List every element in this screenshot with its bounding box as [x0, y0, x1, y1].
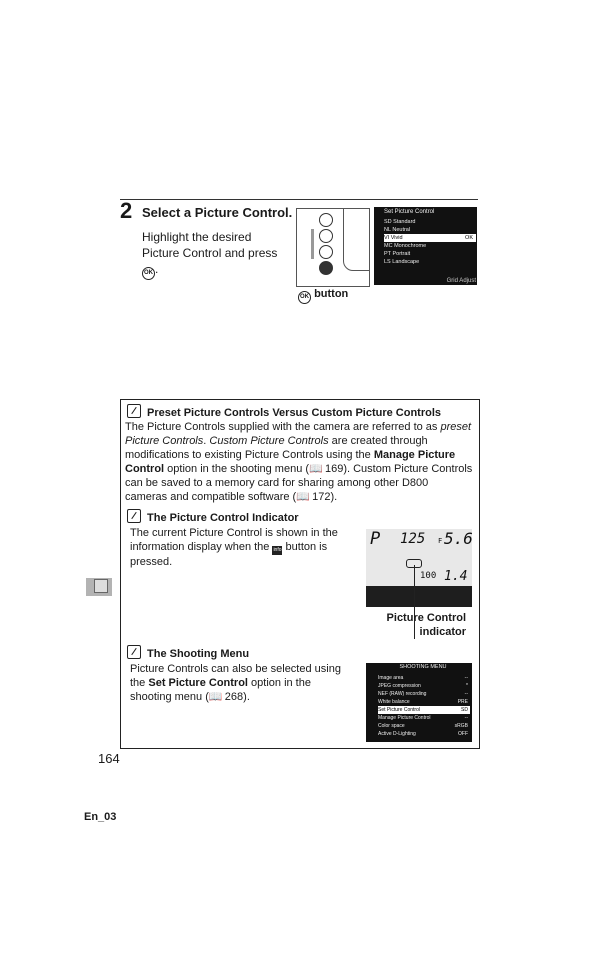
menu-item-label: Set Picture Control [378, 707, 420, 713]
lcd-item-label: Neutral [392, 227, 411, 233]
menu-item-value: PRE [457, 699, 468, 705]
menu-item [378, 674, 470, 682]
playback-button-icon [319, 213, 333, 227]
set-picture-control-screen [374, 207, 477, 285]
note3-ref: 268 [224, 691, 244, 703]
step-description: Highlight the desired Picture Control and press OK . [142, 229, 292, 280]
step-desc-line2: Picture Control and press [142, 246, 278, 260]
note1-text-b: . [203, 435, 210, 447]
ok-button-icon: OK [142, 267, 155, 280]
step-title: Select a Picture Control. [142, 205, 293, 220]
note1-text-e: ). Custom Picture Controls can be saved to a memory card for sharing among other D800 cameras and compatible software ( [125, 463, 473, 503]
menu-item-label: Color space [378, 723, 405, 729]
menu-item [378, 698, 470, 706]
menu-item-label: Active D-Lighting [378, 731, 416, 737]
ok-button-icon-illustration [319, 261, 333, 275]
menu-item-label: White balance [378, 699, 410, 705]
lcd-item-code: LS [384, 259, 391, 265]
note-pencil-icon [127, 509, 141, 523]
menu-item-label: JPEG compression [378, 683, 421, 689]
info-mode: P [370, 529, 381, 549]
note3-line3a: shooting menu ( [130, 691, 209, 703]
note-pencil-icon [127, 404, 141, 418]
menu-item-value: -- [464, 715, 468, 721]
note3-line2c: option in the [247, 677, 311, 689]
step-number: 2 [120, 198, 133, 223]
step-desc-line1: Highlight the desired [142, 230, 252, 244]
note1-em-custom: Custom Picture Controls [209, 435, 329, 447]
book-icon: 📖 [296, 491, 310, 503]
note1-text-f: ). [330, 491, 338, 503]
lcd-frame [343, 208, 370, 271]
shooting-menu-title: SHOOTING MENU [399, 664, 447, 670]
note1-text-c: are created through modifications to existing Picture Controls using the [125, 435, 428, 461]
note3-heading [127, 645, 249, 660]
note1-title: Preset Picture Controls Versus Custom Picture Controls [147, 407, 442, 419]
menu-item-value: OFF [458, 731, 468, 737]
info-aperture-prefix: F [438, 537, 443, 545]
section-rule [120, 199, 478, 200]
information-display [366, 529, 472, 607]
lcd-item [384, 218, 476, 226]
info-aperture: 5.6 [444, 529, 473, 548]
lcd-item [384, 242, 476, 250]
page-number: 164 [98, 751, 120, 766]
lcd-item-code: NL [384, 227, 391, 233]
lcd-item-label: Landscape [392, 259, 420, 265]
page-footer: En_03 [84, 811, 117, 823]
note1-bold-manage: Manage Picture Control [125, 449, 456, 475]
camera-back-illustration [296, 208, 370, 287]
lcd-item-code: SD [384, 219, 392, 225]
ok-button-caption [298, 288, 348, 304]
note3-title: The Shooting Menu [147, 648, 250, 660]
info-shutter: 125 [400, 531, 426, 547]
note2-line2a: information display when the [130, 541, 273, 553]
lcd-item [384, 258, 476, 266]
menu-item-value: sRGB [454, 723, 468, 729]
lcd-item-label: Monochrome [394, 243, 427, 249]
lcd-title: Set Picture Control [384, 209, 435, 215]
lcd-item-label: Vivid [390, 235, 403, 241]
picture-control-tab-icon [94, 579, 108, 593]
note1-ref2: 172 [312, 491, 331, 503]
menu-item [378, 690, 470, 698]
menu-item [378, 714, 470, 722]
menu-item [378, 722, 470, 730]
info-ev: 1.4 [444, 569, 468, 584]
lcd-item-code: VI [384, 235, 390, 241]
menu-item-value: * [466, 683, 468, 689]
note3-line2a: the [130, 677, 149, 689]
note2-heading [127, 509, 299, 524]
menu-item-label: Image area [378, 675, 404, 681]
menu-item-value: -- [464, 691, 468, 697]
menu-item [378, 682, 470, 690]
note2-title: The Picture Control Indicator [147, 512, 299, 524]
lcd-item [384, 250, 476, 258]
menu-item-selected [378, 706, 470, 714]
lcd-footer: Grid Adjust [446, 278, 476, 284]
note3-line1: Picture Controls can also be selected using [130, 663, 341, 675]
indicator-caption [370, 611, 466, 639]
menu-item-label: NEF (RAW) recording [378, 691, 427, 697]
note1-text-d: option in the shooting menu ( [164, 463, 310, 475]
note3-line3b: ). [243, 691, 250, 703]
note2-line2b: button is [282, 541, 328, 553]
note1-paragraph [125, 420, 473, 504]
note1-text-a: The Picture Controls supplied with the camera are referred to as [125, 421, 441, 433]
lcd-item-code: MC [384, 243, 393, 249]
note-pencil-icon [127, 645, 141, 659]
lcd-item-label: Standard [393, 219, 416, 225]
indicator-caption-line1: Picture Control [386, 612, 466, 624]
info-button-icon: info [273, 547, 282, 553]
dial-edge [311, 229, 314, 259]
menu-item-value: SD [461, 707, 468, 713]
ok-button-caption-text: button [314, 288, 349, 300]
lcd-item-code: PT [384, 251, 391, 257]
lcd-item-selected [384, 234, 476, 242]
menu-item-label: Manage Picture Control [378, 715, 431, 721]
lcd-item-label: Portrait [392, 251, 411, 257]
note1-ref1: 169 [324, 463, 344, 475]
menu-item-value: -- [464, 675, 468, 681]
lcd-ok-hint: OK [465, 235, 473, 241]
lcd-item [384, 226, 476, 234]
note3-paragraph [130, 662, 360, 704]
shooting-menu-screen [366, 663, 472, 742]
ok-button-caption-icon: OK [298, 291, 311, 304]
info-frames: 100 [420, 571, 437, 581]
note2-line1: The current Picture Control is shown in the [130, 527, 338, 539]
indicator-caption-line2: indicator [419, 626, 466, 638]
book-icon: 📖 [208, 691, 223, 703]
zoom-button-icon [319, 245, 333, 259]
note2-paragraph [130, 526, 360, 569]
note2-line3: pressed. [130, 556, 173, 568]
book-icon: 📖 [309, 463, 323, 475]
note1-em-preset: preset Picture Controls [125, 421, 472, 447]
protect-button-icon [319, 229, 333, 243]
note1-heading [127, 404, 441, 419]
note3-bold-set: Set Picture Control [148, 677, 248, 689]
menu-item [378, 730, 470, 738]
